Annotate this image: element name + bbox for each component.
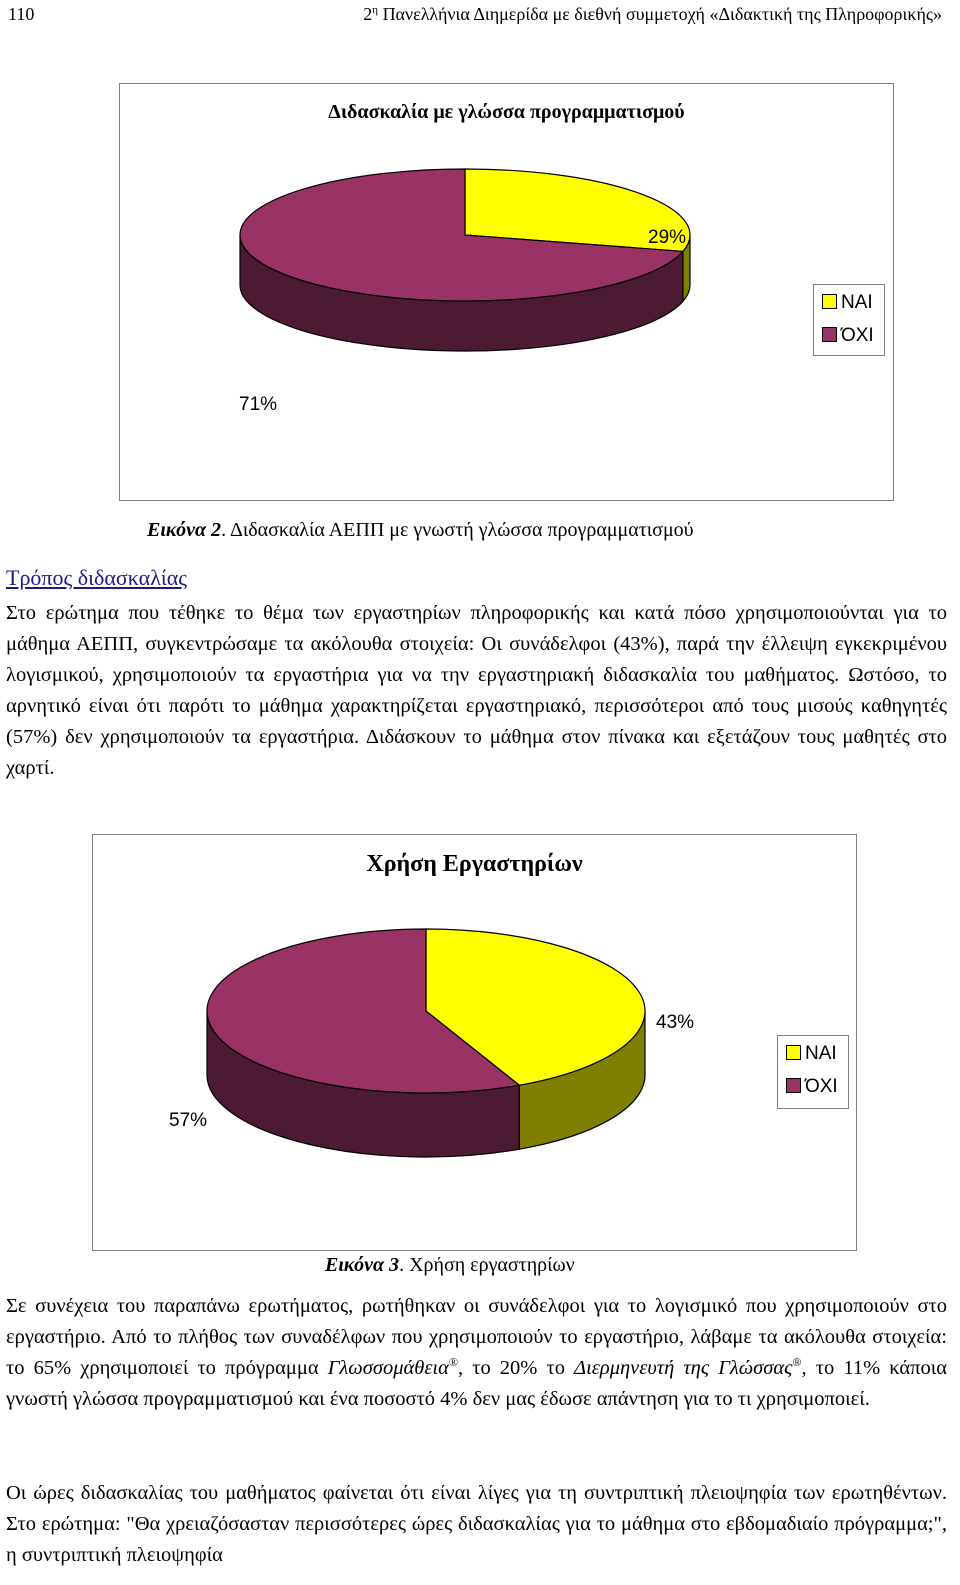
pie-chart-2 [93,835,856,1250]
data-label-yes: 43% [656,1012,695,1033]
page-number: 110 [8,4,35,24]
legend-swatch-no [786,1078,801,1093]
pie-chart-1 [120,84,893,500]
legend-swatch-yes [822,294,837,309]
conference-title: $2^\eta$ Πανελλήνια Διημερίδα με διεθνή συμμετοχή «Διδακτική της Πληροφορικής» [363,4,942,24]
chart-legend [777,1035,849,1109]
paragraph-teaching-hours: Οι ώρες διδασκαλίας του μαθήματος φαίνεται ότι είναι λίγες για τη συντριπτική πλειοψηφία των ερωτηθέντων. Στο ερώτημα: "Θα χρειαζόσασταν περισσότερες ώρες διδασκαλίας για το μάθημα στο εβδομαδιαίο πρόγραμμα;", η συντριπτική πλειοψηφία [6,1482,947,1566]
chart-lab-usage [92,834,857,1251]
chart-programming-language [119,83,894,501]
chart-title: Χρήση Εργαστηρίων [366,851,583,877]
figure-caption-2: Εικόνα 2. Διδασκαλία ΑΕΠΠ με γνωστή γλώσσα προγραμματισμού [147,519,694,541]
data-label-no: 57% [169,1110,208,1131]
data-label-yes: 29% [648,227,687,248]
section-title: Τρόπος διδασκαλίας [6,565,188,590]
legend-item-yes: ΝΑΙ [786,1043,837,1065]
chart-title: Διδασκαλία με γλώσσα προγραμματισμού [328,101,685,123]
paragraph-software: Σε συνέχεια του παραπάνω ερωτήματος, ρωτήθηκαν οι συνάδελφοι για το λογισμικό που χρησιμοποιούν στο εργαστήριο. Από το πλήθος των συναδέλφων που χρησιμοποιούν το εργαστήριο, λάβαμε τα ακόλουθα στοιχεία: το 65% χρησιμοποιεί το πρόγραμμα Γλωσσομάθεια®, το 20% το Διερμηνευτή της Γλώσσας®, το 11% κάποια γνωστή γλώσσα προγραμματισμού και ένα ποσοστό 4% δεν μας έδωσε απάντηση για το τι χρησιμοποιεί. [6,1295,947,1410]
figure-caption-3: Εικόνα 3. Χρήση εργαστηρίων [325,1254,575,1276]
legend-item-yes: ΝΑΙ [822,292,873,314]
legend-item-no: ΌΧΙ [786,1076,838,1098]
legend-swatch-yes [786,1045,801,1060]
legend-swatch-no [822,327,837,342]
paragraph-lab-usage: Στο ερώτημα που τέθηκε το θέμα των εργαστηρίων πληροφορικής και κατά πόσο χρησιμοποιούνται για το μάθημα ΑΕΠΠ, συγκεντρώσαμε τα ακόλουθα στοιχεία: Οι συνάδελφοι (43%), παρά την έλλειψη εγκεκριμένου λογισμικού, χρησιμοποιούν τα εργαστήρια για να την εργαστηριακή διδασκαλία του μαθήματος. Ωστόσο, το αρνητικό είναι ότι παρότι το μάθημα χαρακτηρίζεται εργαστηριακό, περισσότεροι από τους μισούς καθηγητές (57%) δεν χρησιμοποιούν τα εργαστήρια. Διδάσκουν το μάθημα στον πίνακα και εξετάζουν τους μαθητές στο χαρτί. [6,602,947,779]
chart-legend [813,284,885,356]
legend-item-no: ΌΧΙ [822,325,874,347]
data-label-no: 71% [239,394,278,415]
page-header [8,4,952,28]
